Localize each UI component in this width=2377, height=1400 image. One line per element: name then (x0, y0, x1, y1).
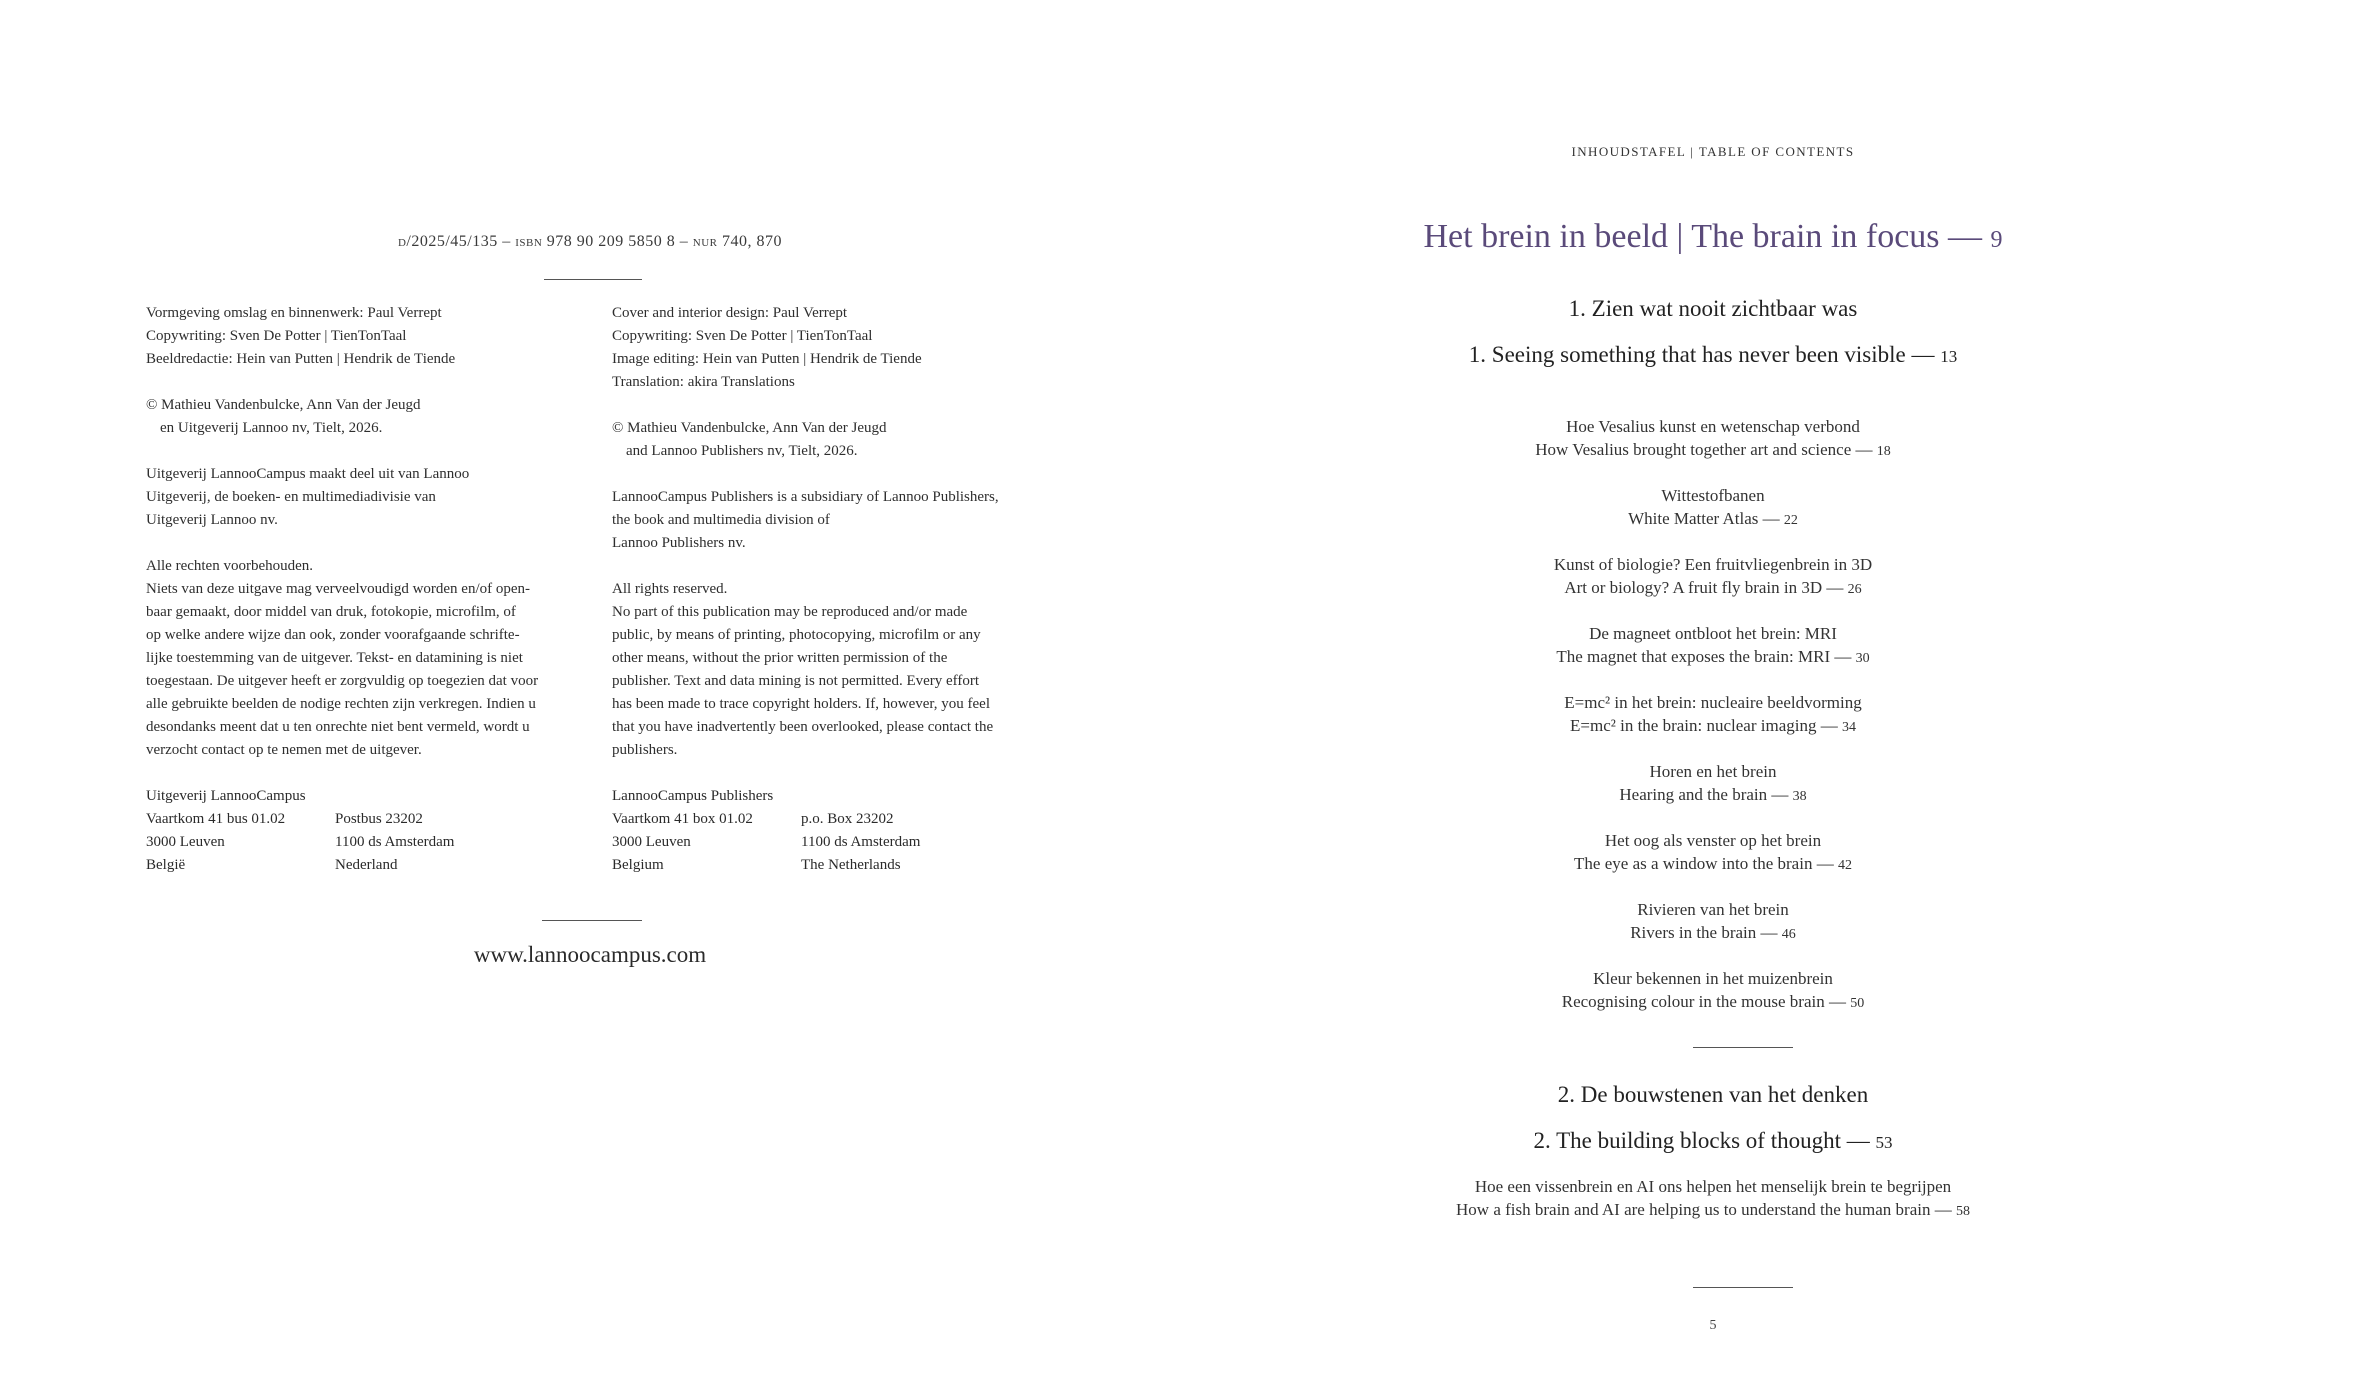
dutch-address (146, 785, 586, 877)
note-line: Uitgeverij LannooCampus maakt deel uit van Lannoo (146, 466, 470, 482)
toc-entry-english-text: White Matter Atlas — (1628, 509, 1784, 528)
rights-line: other means, without the prior written permission of the (612, 650, 948, 666)
toc-entry-page: 42 (1837, 858, 1852, 873)
part-title (1338, 218, 2088, 256)
rights-line: toegestaan. De uitgever heeft er zorgvuldig op toegezien dat voor (146, 673, 539, 689)
english-address (612, 785, 1072, 877)
toc-entry-english (1338, 921, 2088, 946)
toc-entry-english (1338, 507, 2088, 532)
toc-entry-english-text: Rivers in the brain — (1630, 923, 1782, 942)
toc-entry-dutch: Rivieren van het brein (1637, 900, 1789, 919)
toc-entry-dutch: Hoe Vesalius kunst en wetenschap verbond (1566, 417, 1860, 436)
english-rights (612, 578, 1072, 762)
rights-line: alle gebruikte beelden de nodige rechten zijn verkregen. Indien u (146, 696, 536, 712)
section2-page: 53 (1875, 1133, 1893, 1152)
toc-entry[interactable] (1338, 484, 2088, 532)
toc-entry-english-text: The magnet that exposes the brain: MRI — (1556, 647, 1856, 666)
note-line: the book and multimedia division of (612, 512, 830, 528)
rights-line: baar gemaakt, door middel van druk, fotokopie, microfilm, of (146, 604, 516, 620)
english-credits (612, 302, 1072, 394)
copyright-line: © Mathieu Vandenbulcke, Ann Van der Jeugd (612, 420, 887, 436)
rights-line: verzocht contact op te nemen met de uitgever. (146, 742, 422, 758)
toc-entry-page: 22 (1783, 513, 1798, 528)
toc-entry-dutch: Kunst of biologie? Een fruitvliegenbrein in 3D (1553, 555, 1873, 574)
toc-entry-dutch: Het oog als venster op het brein (1604, 831, 1822, 850)
street: Vaartkom 41 box 01.02 (612, 811, 753, 827)
rights-line: Alle rechten voorbehouden. (146, 558, 314, 574)
left-page (0, 0, 1188, 1400)
toc-entry-english-text: How a fish brain and AI are helping us to understand the human brain — (1456, 1200, 1956, 1219)
credit-line: Image editing: Hein van Putten | Hendrik de Tiende (612, 351, 922, 367)
dutch-colophon (146, 302, 586, 785)
toc-entry-english-text: Recognising colour in the mouse brain — (1561, 992, 1851, 1011)
toc-entry-english-text: The eye as a window into the brain — (1574, 854, 1838, 873)
toc-entry-english (1338, 852, 2088, 877)
toc-entry[interactable] (1338, 622, 2088, 670)
rights-line: desondanks meent dat u ten onrechte niet bent vermeld, wordt u (146, 719, 530, 735)
note-line: LannooCampus Publishers is a subsidiary of Lannoo Publishers, (612, 489, 999, 505)
copyright-line: en Uitgeverij Lannoo nv, Tielt, 2026. (160, 420, 383, 436)
isbn-line: d/2025/45/135 – isbn 978 90 209 5850 8 – nur 740, 870 (397, 233, 783, 250)
publisher-name: LannooCampus Publishers (612, 788, 774, 804)
english-colophon (612, 302, 1072, 785)
toc-entry-dutch: De magneet ontbloot het brein: MRI (1589, 624, 1837, 643)
rights-line: All rights reserved. (612, 581, 728, 597)
rights-line: Niets van deze uitgave mag verveelvoudigd worden en/of open- (146, 581, 531, 597)
credit-line: Cover and interior design: Paul Verrept (612, 305, 848, 321)
credit-line: Copywriting: Sven De Potter | TienTonTaal (146, 328, 407, 344)
toc-entry-dutch: Hoe een vissenbrein en AI ons helpen het menselijk brein te begrijpen (1474, 1177, 1952, 1196)
dutch-copyright (146, 394, 586, 440)
credit-line: Vormgeving omslag en binnenwerk: Paul Verrept (146, 305, 442, 321)
toc-entry-english-text: Hearing and the brain — (1619, 785, 1793, 804)
toc-entry-english-text: How Vesalius brought together art and science — (1535, 440, 1877, 459)
section1-title-en (1338, 342, 2088, 368)
rights-line: lijke toestemming van de uitgever. Tekst- en datamining is niet (146, 650, 523, 666)
part-title-page: 9 (1990, 227, 2003, 253)
toc-entry-page: 34 (1841, 720, 1856, 735)
publisher-name: Uitgeverij LannooCampus (146, 788, 306, 804)
toc-entry[interactable] (1338, 1175, 2088, 1223)
toc-entry-english (1338, 990, 2088, 1015)
toc-entry-english (1338, 783, 2088, 808)
toc-entry-page: 30 (1855, 651, 1870, 666)
toc-entry-english (1338, 438, 2088, 463)
city-nl: 1100 ds Amsterdam (335, 834, 455, 850)
page-number: 5 (1709, 1318, 1717, 1333)
toc-entry[interactable] (1338, 691, 2088, 739)
credit-line: Copywriting: Sven De Potter | TienTonTaal (612, 328, 873, 344)
section1-title-en-text: 1. Seeing something that has never been visible — (1468, 342, 1935, 367)
note-line: Lannoo Publishers nv. (612, 535, 746, 551)
toc-entry-dutch: E=mc² in het brein: nucleaire beeldvorming (1564, 693, 1862, 712)
dutch-rights (146, 555, 586, 762)
toc-entry-page: 58 (1955, 1204, 1970, 1219)
credit-line: Beeldredactie: Hein van Putten | Hendrik de Tiende (146, 351, 456, 367)
toc-entry-dutch: Horen en het brein (1649, 762, 1777, 781)
rights-line: publishers. (612, 742, 678, 758)
toc-entry[interactable] (1338, 760, 2088, 808)
country: België (146, 857, 186, 873)
toc-entry-dutch: Wittestofbanen (1661, 486, 1765, 505)
toc-entry-english (1338, 1198, 2088, 1223)
toc-entry[interactable] (1338, 967, 2088, 1015)
section1-page: 13 (1940, 347, 1958, 366)
country: Belgium (612, 857, 664, 873)
copyright-line: and Lannoo Publishers nv, Tielt, 2026. (626, 443, 858, 459)
rights-line: has been made to trace copyright holders. If, however, you feel (612, 696, 991, 712)
copyright-line: © Mathieu Vandenbulcke, Ann Van der Jeugd (146, 397, 421, 413)
toc-entry-page: 18 (1876, 444, 1891, 459)
section-divider (1693, 1047, 1793, 1048)
city-nl: 1100 ds Amsterdam (801, 834, 921, 850)
toc-entry-english-text: E=mc² in the brain: nuclear imaging — (1570, 716, 1842, 735)
rights-line: op welke andere wijze dan ook, zonder voorafgaande schrifte- (146, 627, 520, 643)
footer-divider (1693, 1287, 1793, 1288)
english-publisher-note (612, 486, 1072, 555)
right-page (1188, 0, 2377, 1400)
section2-title-en (1338, 1128, 2088, 1154)
country-nl: Nederland (335, 857, 398, 873)
country-nl: The Netherlands (801, 857, 901, 873)
toc-entry-english (1338, 714, 2088, 739)
section2-title-en-text: 2. The building blocks of thought — (1533, 1128, 1870, 1153)
toc-entry[interactable] (1338, 829, 2088, 877)
toc-entry[interactable] (1338, 553, 2088, 601)
po-box: p.o. Box 23202 (801, 811, 894, 827)
toc-entry-dutch: Kleur bekennen in het muizenbrein (1593, 969, 1833, 988)
toc-entry[interactable] (1338, 415, 2088, 463)
english-copyright (612, 417, 1072, 463)
rights-line: No part of this publication may be reproduced and/or made (612, 604, 968, 620)
section2-title-nl: 2. De bouwstenen van het denken (1557, 1082, 1869, 1107)
section1-title-nl: 1. Zien wat nooit zichtbaar was (1568, 296, 1858, 321)
running-head: INHOUDSTAFEL | TABLE OF CONTENTS (1571, 144, 1855, 159)
rights-line: publisher. Text and data mining is not permitted. Every effort (612, 673, 980, 689)
bottom-divider (542, 920, 642, 921)
toc-entry[interactable] (1338, 898, 2088, 946)
toc-entry-page: 50 (1850, 996, 1865, 1011)
city: 3000 Leuven (612, 834, 691, 850)
toc-entry-page: 38 (1792, 789, 1807, 804)
website-link[interactable]: www.lannoocampus.com (473, 942, 707, 967)
rights-line: public, by means of printing, photocopying, microfilm or any (612, 627, 981, 643)
toc-entry-page: 46 (1781, 927, 1796, 942)
dutch-credits (146, 302, 586, 371)
part-title-text: Het brein in beeld | The brain in focus — (1423, 218, 1983, 255)
toc-entry-english (1338, 576, 2088, 601)
postbus: Postbus 23202 (335, 811, 423, 827)
street: Vaartkom 41 bus 01.02 (146, 811, 286, 827)
toc-entry-english (1338, 645, 2088, 670)
credit-line: Translation: akira Translations (612, 374, 795, 390)
top-divider (544, 279, 642, 280)
city: 3000 Leuven (146, 834, 225, 850)
toc-entry-english-text: Art or biology? A fruit fly brain in 3D — (1564, 578, 1848, 597)
dutch-publisher-note (146, 463, 586, 532)
rights-line: that you have inadvertently been overlooked, please contact the (612, 719, 994, 735)
note-line: Uitgeverij Lannoo nv. (146, 512, 278, 528)
note-line: Uitgeverij, de boeken- en multimediadivisie van (146, 489, 436, 505)
toc-entry-page: 26 (1847, 582, 1862, 597)
